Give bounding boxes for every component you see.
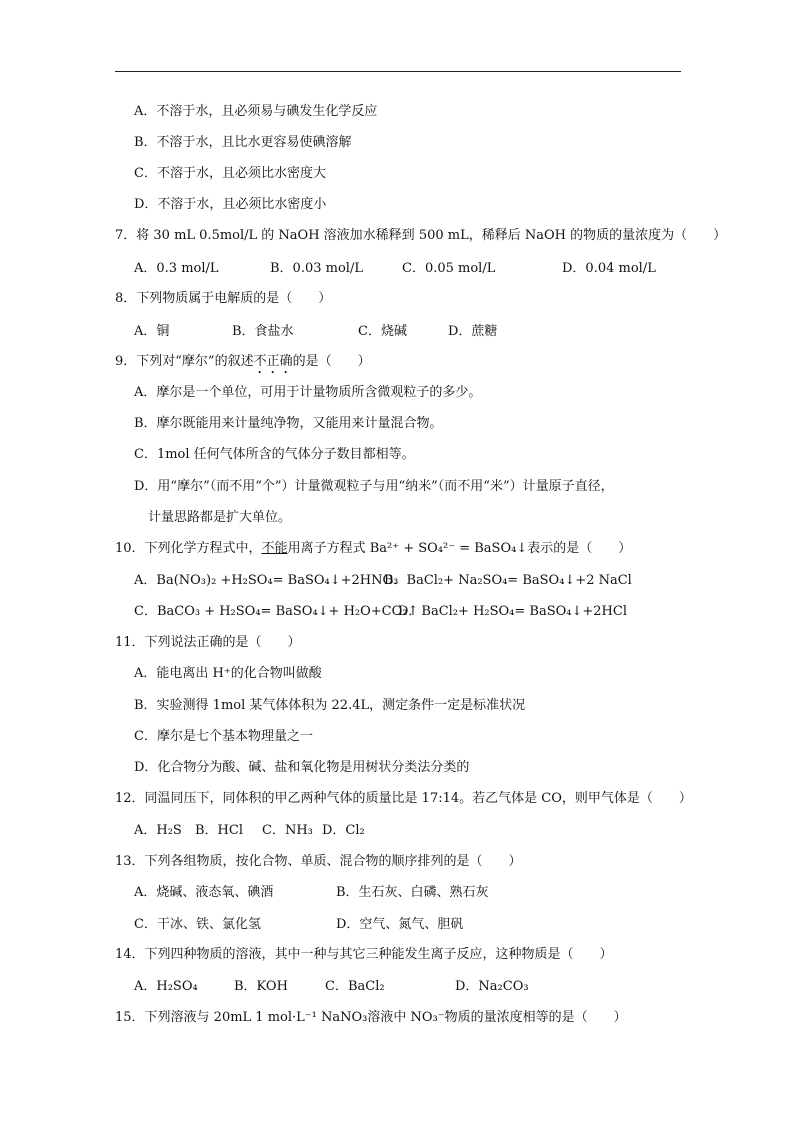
q12-option-c: C．NH₃ xyxy=(262,823,313,838)
q10-option-c: C．BaCO₃ + H₂SO₄= BaSO₄↓+ H₂O+CO₂↑ xyxy=(134,604,419,619)
q14-option-c: C．BaCl₂ xyxy=(325,979,385,994)
q8-option-c: C．烧碱 xyxy=(358,324,407,339)
q12-option-d: D．Cl₂ xyxy=(322,823,365,838)
q7-stem: 7．将 30 mL 0.5mol/L 的 NaOH 溶液加水稀释到 500 mL，稀释后 NaOH 的物质的量浓度为（ ） xyxy=(115,228,727,243)
q10-option-b: B．BaCl₂+ Na₂SO₄= BaSO₄↓+2 NaCl xyxy=(384,573,632,588)
q6-option-d: D．不溶于水，且必须比水密度小 xyxy=(134,197,327,212)
q8-option-a: A．铜 xyxy=(134,324,170,339)
q8-stem: 8．下列物质属于电解质的是（ ） xyxy=(115,291,332,306)
q14-option-d: D．Na₂CO₃ xyxy=(455,979,529,994)
q9-option-a: A．摩尔是一个单位，可用于计量物质所含微观粒子的多少。 xyxy=(134,385,482,400)
q11-option-c: C．摩尔是七个基本物理量之一 xyxy=(134,729,313,744)
q13-option-a: A．烧碱、液态氧、碘酒 xyxy=(134,885,274,900)
q9-stem xyxy=(115,354,371,377)
q10-stem-post: 用离子方程式 Ba²⁺ + SO₄²⁻ = BaSO₄↓表示的是（ ） xyxy=(287,541,632,556)
q6-option-b: B．不溶于水，且比水更容易使碘溶解 xyxy=(134,135,352,150)
q12-option-b: B．HCl xyxy=(195,823,243,838)
q10-option-a: A．Ba(NO₃)₂ +H₂SO₄= BaSO₄↓+2HNO₃ xyxy=(134,573,399,588)
q15-stem: 15．下列溶液与 20mL 1 mol·L⁻¹ NaNO₃溶液中 NO₃⁻物质的量浓度相等的是（ ） xyxy=(115,1010,627,1025)
q8-option-b: B．食盐水 xyxy=(232,324,294,339)
q9-stem-emphasis: 不正确 xyxy=(253,354,293,369)
q12-option-a: A．H₂S xyxy=(134,823,182,838)
q9-option-d-cont: 计量思路都是扩大单位。 xyxy=(148,510,292,525)
q10-stem-emphasis: 不能 xyxy=(261,541,288,556)
q7-option-d: D．0.04 mol/L xyxy=(562,261,656,276)
q7-option-c: C．0.05 mol/L xyxy=(402,261,496,276)
q14-option-a: A．H₂SO₄ xyxy=(134,979,198,994)
q11-option-a: A．能电离出 H⁺的化合物叫做酸 xyxy=(134,666,322,681)
q11-stem: 11．下列说法正确的是（ ） xyxy=(115,635,301,650)
q13-option-b: B．生石灰、白磷、熟石灰 xyxy=(336,885,489,900)
header-rule xyxy=(115,71,681,72)
q12-stem: 12．同温同压下，同体积的甲乙两种气体的质量比是 17:14。若乙气体是 CO，则甲气体是（ ） xyxy=(115,791,692,806)
q11-option-b: B．实验测得 1mol 某气体体积为 22.4L，测定条件一定是标准状况 xyxy=(134,698,526,713)
q7-option-b: B．0.03 mol/L xyxy=(270,261,363,276)
q13-option-d: D．空气、氮气、胆矾 xyxy=(336,917,464,932)
q6-option-a: A．不溶于水，且必须易与碘发生化学反应 xyxy=(134,104,378,119)
q10-option-d: D．BaCl₂+ H₂SO₄= BaSO₄↓+2HCl xyxy=(398,604,627,619)
q9-option-c: C．1mol 任何气体所含的气体分子数目都相等。 xyxy=(134,447,415,462)
q11-option-d: D．化合物分为酸、碱、盐和氧化物是用树状分类法分类的 xyxy=(134,760,470,775)
q13-stem: 13．下列各组物质，按化合物、单质、混合物的顺序排列的是（ ） xyxy=(115,854,522,869)
q10-stem-pre: 10．下列化学方程式中， xyxy=(115,541,262,556)
q9-option-b: B．摩尔既能用来计量纯净物，又能用来计量混合物。 xyxy=(134,416,443,431)
q9-option-d: D．用“摩尔”（而不用“个”）计量微观粒子与用“纳米”（而不用“米”）计量原子直径， xyxy=(134,479,614,494)
q10-stem xyxy=(115,541,631,557)
q13-option-c: C．干冰、铁、氯化氢 xyxy=(134,917,261,932)
q7-option-a: A．0.3 mol/L xyxy=(134,261,219,276)
q8-option-d: D．蔗糖 xyxy=(448,324,498,339)
q9-stem-post: 的是（ ） xyxy=(292,354,371,369)
q6-option-c: C．不溶于水，且必须比水密度大 xyxy=(134,166,326,181)
q14-option-b: B．KOH xyxy=(234,979,288,994)
q14-stem: 14．下列四种物质的溶液，其中一种与其它三种能发生离子反应，这种物质是（ ） xyxy=(115,947,613,962)
q9-stem-pre: 9．下列对“摩尔”的叙述 xyxy=(115,354,254,369)
